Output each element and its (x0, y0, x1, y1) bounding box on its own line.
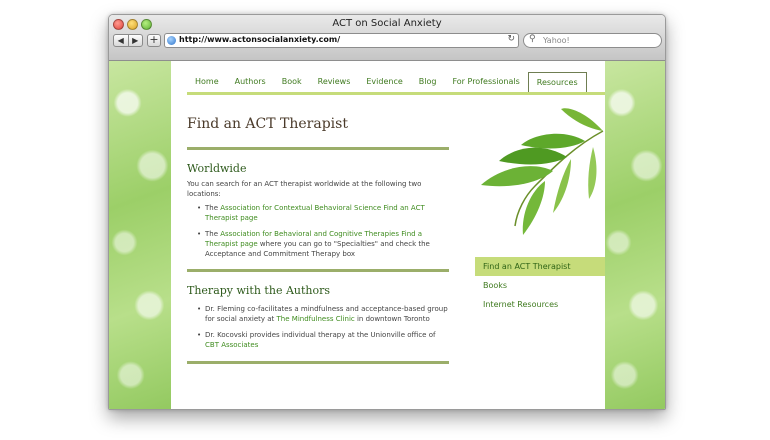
authors-heading: Therapy with the Authors (187, 284, 331, 297)
title-bar (109, 15, 665, 61)
search-field[interactable] (523, 33, 662, 48)
worldwide-heading: Worldwide (187, 162, 247, 175)
section-divider (187, 361, 449, 364)
page-title: Find an ACT Therapist (187, 116, 348, 132)
list-item-text: Dr. Fleming co-facilitates a mindfulness and acceptance-based group for social anxiety at (205, 305, 448, 323)
list-item-text: in downtown Toronto (354, 315, 430, 323)
list-item-text: The (205, 204, 221, 212)
nav-item-blog[interactable]: Blog (418, 77, 437, 86)
history-buttons (113, 34, 143, 47)
sidebar-menu (475, 257, 605, 314)
window-title: ACT on Social Anxiety (332, 18, 442, 29)
nav-item-evidence[interactable]: Evidence (366, 77, 403, 86)
sidebar-item-internet-resources[interactable]: Internet Resources (483, 300, 559, 309)
nav-item-home[interactable]: Home (195, 77, 219, 86)
nav-divider (187, 92, 605, 95)
search-placeholder: Yahoo! (543, 36, 570, 45)
add-bookmark-button[interactable]: + (147, 34, 161, 47)
page-viewport (109, 61, 665, 410)
list-item (197, 229, 449, 259)
abct-link[interactable]: Association for Behavioral and Cognitive Therapies Find a Therapist page (205, 230, 423, 248)
list-item-text: Dr. Kocovski provides individual therapy at the Unionville office of (205, 331, 436, 339)
nav-item-authors[interactable]: Authors (234, 77, 266, 86)
nav-item-for-professionals[interactable]: For Professionals (452, 77, 520, 86)
leaves-illustration (475, 101, 605, 241)
url-text: http://www.actonsocialanxiety.com/ (179, 35, 341, 44)
globe-icon (167, 36, 176, 45)
authors-list (197, 304, 449, 356)
reload-icon[interactable]: ↻ (507, 34, 515, 44)
back-icon[interactable]: ◀ (114, 35, 129, 46)
address-bar[interactable] (164, 33, 519, 48)
background-decoration-left (109, 61, 171, 410)
browser-window (108, 14, 666, 410)
nav-item-resources[interactable]: Resources (528, 72, 587, 93)
list-item (197, 330, 449, 350)
list-item-text: The (205, 230, 221, 238)
list-item-text: where you can go to "Specialties" and check the Acceptance and Commitment Therapy box (205, 240, 430, 258)
nav-item-book[interactable]: Book (281, 77, 302, 86)
section-divider (187, 269, 449, 272)
worldwide-list (197, 203, 449, 265)
search-icon: ⚲ (529, 34, 536, 44)
acbs-link[interactable]: Association for Contextual Behavioral Science Find an ACT Therapist page (205, 204, 425, 222)
mindfulness-clinic-link[interactable]: The Mindfulness Clinic (276, 315, 355, 323)
page-content (171, 61, 605, 410)
section-divider (187, 147, 449, 150)
list-item (197, 203, 449, 223)
list-item (197, 304, 449, 324)
forward-icon[interactable]: ▶ (132, 36, 139, 45)
worldwide-intro: You can search for an ACT therapist worldwide at the following two locations: (187, 180, 422, 198)
main-nav (187, 72, 587, 93)
sidebar-item-find-therapist[interactable]: Find an ACT Therapist (475, 257, 605, 276)
nav-item-reviews[interactable]: Reviews (317, 77, 351, 86)
cbt-associates-link[interactable]: CBT Associates (205, 341, 259, 349)
sidebar-item-books[interactable]: Books (483, 281, 508, 290)
background-decoration-right (603, 61, 665, 410)
